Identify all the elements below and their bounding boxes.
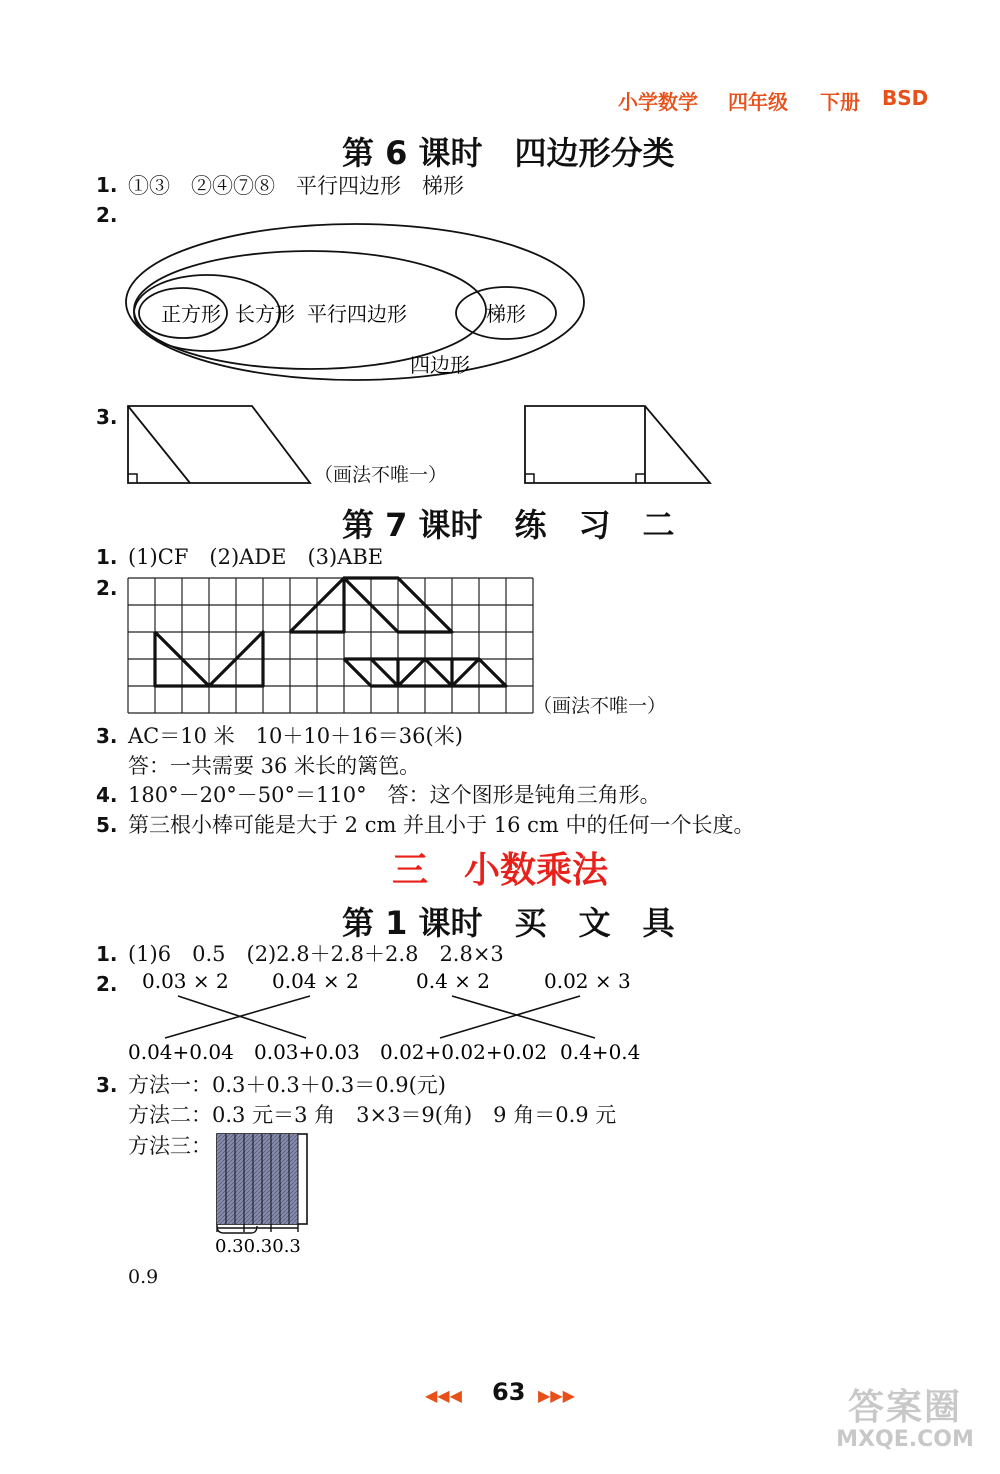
venn-label-square: 正方形 — [161, 302, 221, 326]
l1-q1-num: 1. — [96, 942, 118, 966]
l7-q3-num: 3. — [96, 724, 118, 748]
next-arrows-icon: ▶▶▶ — [538, 1386, 575, 1405]
lesson6-title: 第 6 课时 四边形分类 — [342, 134, 675, 172]
l1-q3-method3: 方法三： — [128, 1134, 212, 1158]
l1-q3-num: 3. — [96, 1073, 118, 1097]
lesson1-title: 第 1 课时 买 文 具 — [342, 904, 675, 942]
venn-label-rectangle: 长方形 — [235, 302, 295, 326]
l7-q4-answer: 180°－20°－50°＝110° 答：这个图形是钝角三角形。 — [128, 783, 661, 807]
match-top-2: 0.04 × 2 — [272, 969, 359, 993]
header-subject: 小学数学 — [618, 90, 698, 114]
l6-q3-note: （画法不唯一） — [314, 464, 448, 486]
match-bottom-4: 0.4+0.4 — [560, 1040, 641, 1064]
l1-q2-num: 2. — [96, 972, 118, 996]
l7-q2-note: （画法不唯一） — [533, 695, 667, 717]
l7-q3-line1: AC＝10 米 10＋10＋16＝36(米) — [128, 724, 463, 748]
page-number: 63 — [492, 1378, 526, 1406]
l6-q1-answer: ①③ ②④⑦⑧ 平行四边形 梯形 — [128, 174, 464, 198]
prev-arrows-icon: ◀◀◀ — [425, 1386, 462, 1405]
matching-lines-figure — [120, 962, 660, 1070]
header-volume: 下册 — [820, 90, 860, 114]
venn-label-parallelogram: 平行四边形 — [307, 302, 407, 326]
venn-label-quadrilateral: 四边形 — [410, 353, 470, 377]
l1-q3-method1: 方法一：0.3＋0.3＋0.3＝0.9(元) — [128, 1073, 446, 1097]
l7-q5-num: 5. — [96, 813, 118, 837]
match-top-1: 0.03 × 2 — [142, 969, 229, 993]
quadrilateral-venn-diagram — [120, 220, 600, 390]
header-grade: 四年级 — [728, 90, 788, 114]
match-top-3: 0.4 × 2 — [416, 969, 491, 993]
header-edition: BSD — [882, 86, 929, 110]
match-bottom-3: 0.02+0.02+0.02 — [380, 1040, 548, 1064]
decimal-brace-label: 0.30.30.3 — [215, 1236, 301, 1257]
match-bottom-1: 0.04+0.04 — [128, 1040, 234, 1064]
decimal-grid-figure — [210, 1130, 320, 1260]
l7-q5-answer: 第三根小棒可能是大于 2 cm 并且小于 16 cm 中的任何一个长度。 — [128, 813, 755, 837]
grid-drawing — [120, 570, 545, 720]
unit3-title: 三 小数乘法 — [392, 850, 609, 891]
lesson7-title: 第 7 课时 练 习 二 — [342, 506, 675, 544]
l7-q2-num: 2. — [96, 576, 118, 600]
match-top-4: 0.02 × 3 — [544, 969, 631, 993]
watermark-logo: 答案圈 MXQE.COM — [836, 1387, 974, 1452]
l7-q4-num: 4. — [96, 783, 118, 807]
l6-q2-num: 2. — [96, 203, 118, 227]
l6-q1-num: 1. — [96, 173, 118, 197]
venn-label-trapezoid: 梯形 — [486, 302, 526, 326]
l6-q3-num: 3. — [96, 405, 118, 429]
l7-q1-answer: (1)CF (2)ADE (3)ABE — [128, 545, 384, 569]
l1-q3-total: 0.9 — [128, 1266, 159, 1288]
l1-q3-method2: 方法二：0.3 元＝3 角 3×3＝9(角) 9 角＝0.9 元 — [128, 1103, 617, 1127]
match-bottom-2: 0.03+0.03 — [254, 1040, 360, 1064]
l1-q1-answer: (1)6 0.5 (2)2.8＋2.8＋2.8 2.8×3 — [128, 942, 504, 966]
l7-q3-line2: 答：一共需要 36 米长的篱笆。 — [128, 754, 421, 778]
l7-q1-num: 1. — [96, 545, 118, 569]
